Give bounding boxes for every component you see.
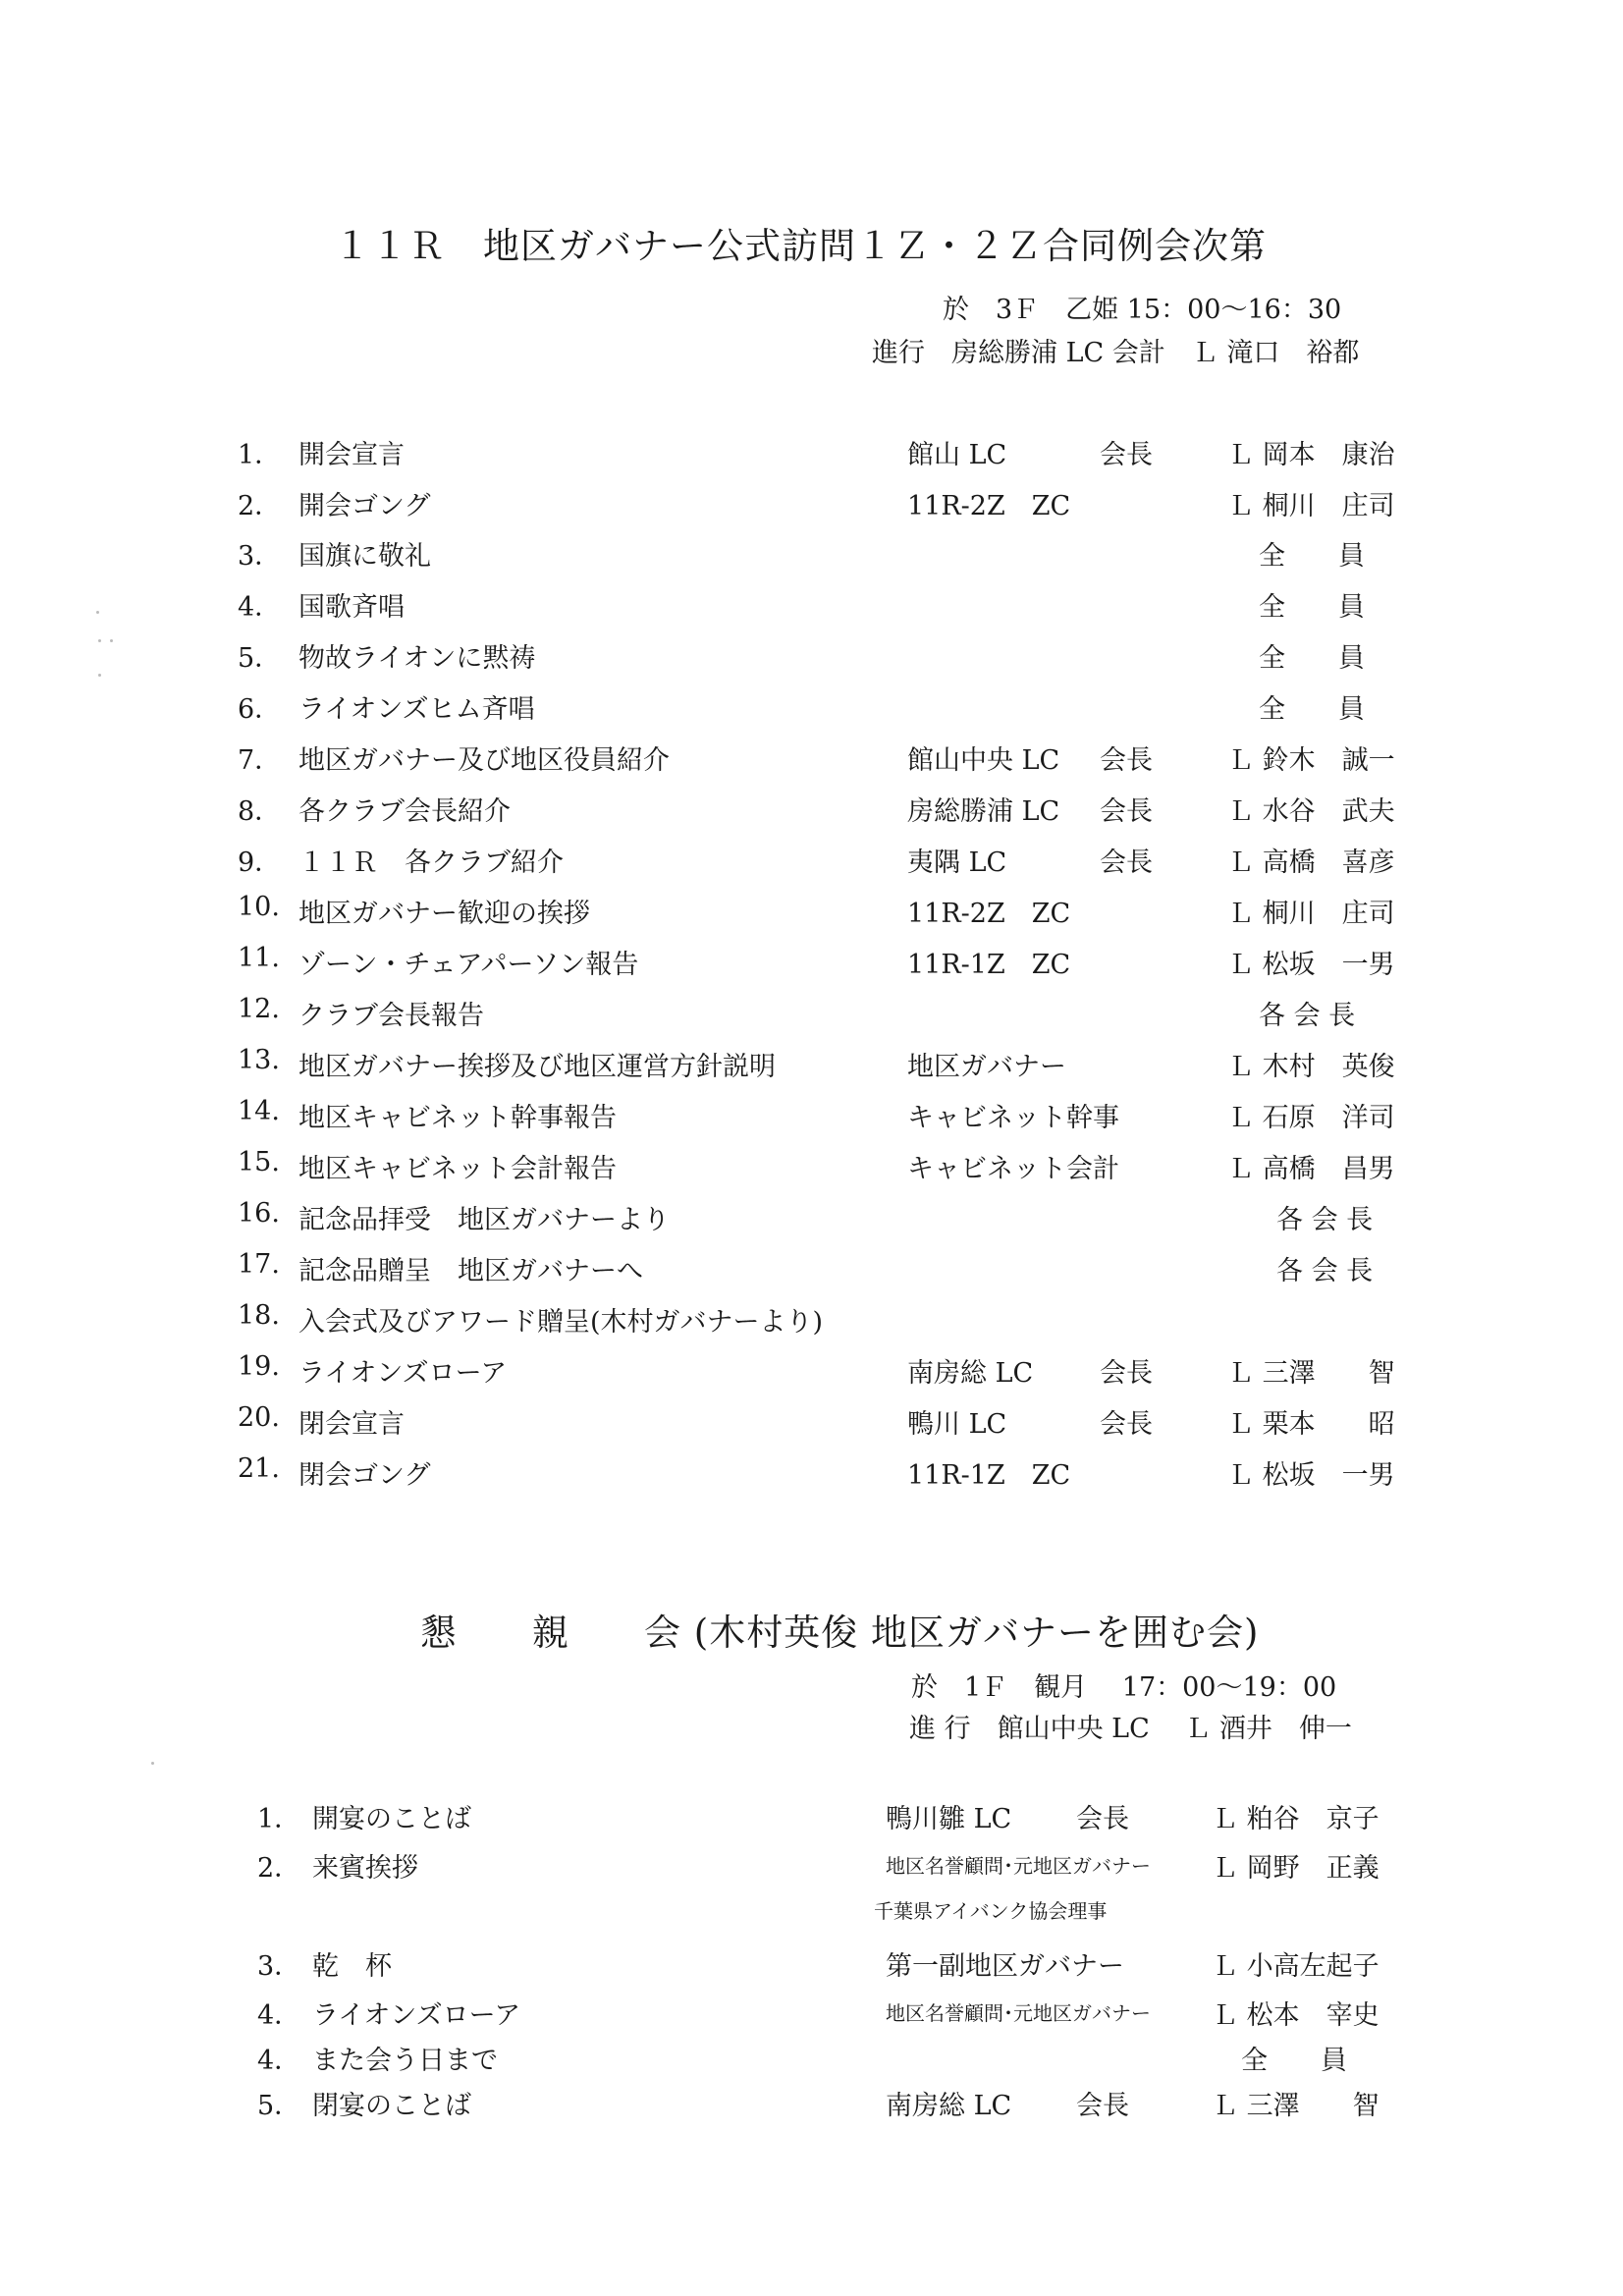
party-item-title: 来賓挨拶 — [312, 1853, 418, 1884]
party-item-organization-secondary: 千葉県アイバンク協会理事 — [874, 1899, 1108, 1923]
party-row — [0, 1846, 1623, 1923]
party-row — [0, 2084, 1623, 2123]
agenda-row — [0, 738, 1623, 778]
agenda-item-person: Ｌ 水谷 武夫 — [1227, 796, 1395, 827]
party-row — [0, 1797, 1623, 1836]
agenda-item-organization: 鴨川 LC — [907, 1409, 1007, 1440]
agenda-row — [0, 892, 1623, 931]
agenda-item-number: 18. — [238, 1300, 280, 1331]
agenda-row — [0, 943, 1623, 982]
party-row — [0, 2039, 1623, 2078]
agenda-row — [0, 1402, 1623, 1442]
agenda-item-organization: 館山中央 LC — [907, 745, 1060, 776]
party-item-number: 2． — [257, 1853, 301, 1884]
agenda-item-title: 閉会ゴング — [298, 1460, 431, 1491]
agenda-item-title: ライオンズヒム斉唱 — [298, 694, 535, 725]
agenda-item-person: 各 会 長 — [1259, 1001, 1356, 1031]
agenda-item-number: 16. — [238, 1198, 280, 1229]
party-item-number: 4． — [257, 2000, 301, 2031]
agenda-item-title: 地区キャビネット幹事報告 — [298, 1103, 617, 1133]
agenda-item-person: Ｌ 高橋 昌男 — [1227, 1154, 1395, 1184]
agenda-row — [0, 636, 1623, 676]
agenda-item-organization: 11R-1Z ZC — [907, 950, 1071, 980]
agenda-item-title: 地区ガバナー及び地区役員紹介 — [298, 745, 670, 776]
agenda-row — [0, 1096, 1623, 1135]
agenda-item-number: 13. — [238, 1045, 280, 1075]
agenda-item-title: クラブ会長報告 — [298, 1001, 484, 1031]
agenda-item-person: Ｌ 桐川 庄司 — [1227, 899, 1395, 929]
party-item-organization: 南房総 LC — [886, 2091, 1012, 2121]
agenda-row — [0, 534, 1623, 574]
party-item-number: 5． — [257, 2091, 301, 2121]
party-item-person: Ｌ 三澤 智 — [1212, 2091, 1380, 2121]
agenda-item-number: 5． — [238, 643, 282, 674]
agenda-item-title: 閉会宣言 — [298, 1409, 405, 1440]
agenda-item-organization: 11R-2Z ZC — [907, 491, 1071, 521]
agenda-item-person: Ｌ 松坂 一男 — [1227, 950, 1395, 980]
agenda-row — [0, 1351, 1623, 1391]
agenda-item-role: 会長 — [1100, 796, 1153, 827]
agenda-item-person: 各 会 長 — [1276, 1256, 1374, 1286]
agenda-item-title: 国旗に敬礼 — [298, 541, 431, 572]
agenda-item-number: 7． — [238, 745, 282, 776]
party-row — [0, 1994, 1623, 2033]
agenda-item-number: 12. — [238, 994, 280, 1024]
agenda-item-number: 8． — [238, 796, 282, 827]
party-item-organization: 地区名誉顧問･元地区ガバナー — [886, 1854, 1151, 1878]
agenda-row — [0, 841, 1623, 880]
agenda-item-person: Ｌ 桐川 庄司 — [1227, 491, 1395, 521]
agenda-item-person: 全 員 — [1259, 541, 1365, 572]
agenda-item-title: ライオンズローア — [298, 1358, 508, 1389]
party-item-person: Ｌ 小高左起子 — [1212, 1951, 1380, 1982]
party-item-person: Ｌ 松本 宰史 — [1212, 2000, 1380, 2031]
agenda-item-title: 地区キャビネット会計報告 — [298, 1154, 617, 1184]
party-item-number: 4． — [257, 2046, 301, 2076]
agenda-row — [0, 1453, 1623, 1493]
party-item-title: 開宴のことば — [312, 1804, 471, 1834]
agenda-row — [0, 585, 1623, 625]
party-item-organization: 第一副地区ガバナー — [886, 1951, 1124, 1982]
party-item-organization: 鴨川雛 LC — [886, 1804, 1012, 1834]
agenda-item-person: 全 員 — [1259, 643, 1365, 674]
agenda-item-title: 国歌斉唱 — [298, 592, 405, 623]
party-item-title: 乾 杯 — [312, 1951, 392, 1982]
agenda-item-person: Ｌ 高橋 喜彦 — [1227, 847, 1395, 878]
party-item-number: 3． — [257, 1951, 301, 1982]
agenda-item-role: 会長 — [1100, 847, 1153, 878]
agenda-item-person: Ｌ 栗本 昭 — [1227, 1409, 1395, 1440]
party-item-person: 全 員 — [1241, 2046, 1347, 2076]
agenda-item-number: 19. — [238, 1351, 280, 1382]
agenda-row — [0, 1045, 1623, 1084]
agenda-item-number: 14. — [238, 1096, 280, 1126]
agenda-row — [0, 687, 1623, 727]
agenda-item-number: 20. — [238, 1402, 280, 1433]
party-item-person: Ｌ 粕谷 京子 — [1212, 1804, 1380, 1834]
agenda-item-number: 17. — [238, 1249, 280, 1280]
party-item-person: Ｌ 岡野 正義 — [1212, 1853, 1380, 1884]
agenda-item-organization: 11R-1Z ZC — [907, 1460, 1071, 1491]
party-item-title: 閉宴のことば — [312, 2091, 471, 2121]
agenda-item-title: １１Ｒ 各クラブ紹介 — [298, 847, 564, 878]
agenda-item-person: 全 員 — [1259, 694, 1365, 725]
party-row — [0, 1944, 1623, 1984]
meeting-title: １１Ｒ 地区ガバナー公式訪問１Ｚ・２Ｚ合同例会次第 — [334, 225, 1267, 267]
agenda-item-organization: 館山 LC — [907, 440, 1007, 470]
agenda-item-person: 全 員 — [1259, 592, 1365, 623]
agenda-item-title: ゾーン・チェアパーソン報告 — [298, 950, 639, 980]
party-item-title: また会う日まで — [312, 2046, 498, 2076]
agenda-item-number: 1． — [238, 440, 282, 470]
agenda-item-title: 地区ガバナー歓迎の挨拶 — [298, 899, 590, 929]
agenda-item-number: 10. — [238, 892, 280, 922]
party-item-organization: 地区名誉顧問･元地区ガバナー — [886, 2001, 1151, 2025]
agenda-item-person: Ｌ 鈴木 誠一 — [1227, 745, 1395, 776]
scan-speck — [151, 1762, 154, 1765]
agenda-item-number: 6． — [238, 694, 282, 725]
agenda-item-role: 会長 — [1100, 1358, 1153, 1389]
agenda-item-organization: キャビネット幹事 — [907, 1103, 1119, 1133]
agenda-item-organization: 11R-2Z ZC — [907, 899, 1071, 929]
agenda-item-title: 地区ガバナー挨拶及び地区運営方針説明 — [298, 1052, 776, 1082]
agenda-row — [0, 433, 1623, 472]
party-item-title: ライオンズローア — [312, 2000, 521, 2031]
agenda-item-role: 会長 — [1100, 745, 1153, 776]
meeting-venue-time: 於 3Ｆ 乙姫 15：00～16：30 — [943, 295, 1342, 325]
agenda-item-number: 15. — [238, 1147, 280, 1177]
party-item-role: 会長 — [1076, 1804, 1129, 1834]
agenda-row — [0, 790, 1623, 829]
agenda-item-number: 9． — [238, 847, 282, 878]
agenda-item-organization: 地区ガバナー — [907, 1052, 1066, 1082]
agenda-item-role: 会長 — [1100, 1409, 1153, 1440]
agenda-row — [0, 484, 1623, 523]
agenda-item-person: Ｌ 石原 洋司 — [1227, 1103, 1395, 1133]
agenda-row — [0, 1300, 1623, 1339]
agenda-row — [0, 1147, 1623, 1186]
agenda-item-number: 11. — [238, 943, 280, 973]
agenda-item-title: 記念品贈呈 地区ガバナーへ — [298, 1256, 643, 1286]
agenda-item-person: Ｌ 松坂 一男 — [1227, 1460, 1395, 1491]
agenda-item-number: 21. — [238, 1453, 280, 1484]
agenda-item-title: 記念品拝受 地区ガバナーより — [298, 1205, 670, 1235]
agenda-item-number: 3． — [238, 541, 282, 572]
agenda-item-title: 各クラブ会長紹介 — [298, 796, 511, 827]
agenda-item-title: 開会宣言 — [298, 440, 405, 470]
agenda-item-title: 入会式及びアワード贈呈(木村ガバナーより) — [298, 1307, 824, 1338]
agenda-item-person: 各 会 長 — [1276, 1205, 1374, 1235]
agenda-item-person: Ｌ 木村 英俊 — [1227, 1052, 1395, 1082]
agenda-row — [0, 1249, 1623, 1288]
party-item-role: 会長 — [1076, 2091, 1129, 2121]
agenda-item-organization: キャビネット会計 — [907, 1154, 1119, 1184]
agenda-item-organization: 房総勝浦 LC — [907, 796, 1060, 827]
agenda-item-organization: 南房総 LC — [907, 1358, 1034, 1389]
agenda-item-person: Ｌ 岡本 康治 — [1227, 440, 1395, 470]
party-item-number: 1． — [257, 1804, 301, 1834]
agenda-item-organization: 夷隅 LC — [907, 847, 1007, 878]
agenda-item-number: 2． — [238, 491, 282, 521]
agenda-row — [0, 1198, 1623, 1237]
agenda-item-title: 物故ライオンに黙祷 — [298, 643, 536, 674]
agenda-row — [0, 994, 1623, 1033]
party-venue-time: 於 1Ｆ 観月 17：00～19：00 — [911, 1672, 1337, 1703]
meeting-host: 進行 房総勝浦 LC 会計 Ｌ 滝口 裕都 — [872, 338, 1360, 368]
agenda-item-title: 開会ゴング — [298, 491, 431, 521]
agenda-item-person: Ｌ 三澤 智 — [1227, 1358, 1395, 1389]
party-title: 懇 親 会 (木村英俊 地区ガバナーを囲む会) — [420, 1612, 1260, 1654]
agenda-item-number: 4． — [238, 592, 282, 623]
party-host: 進 行 館山中央 LC Ｌ 酒井 伸一 — [909, 1714, 1352, 1744]
agenda-item-role: 会長 — [1100, 440, 1153, 470]
